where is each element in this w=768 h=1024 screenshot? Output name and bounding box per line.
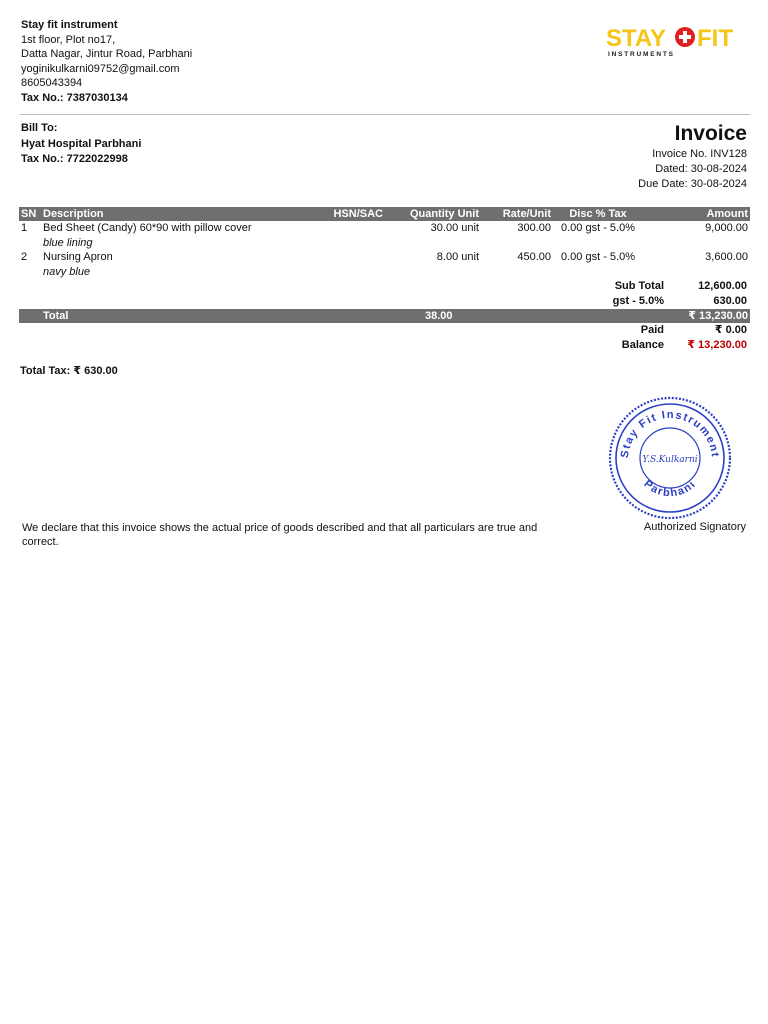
total-amount: ₹ 13,230.00 [688,310,748,322]
declaration-text: We declare that this invoice shows the actual price of goods described and that all particulars are true and correct. [22,522,538,548]
total-quantity: 38.00 [425,310,453,322]
bill-to-label: Bill To: [21,122,58,134]
row-rate: 450.00 [517,251,551,263]
balance-label: Balance [621,339,664,351]
col-description: Description [41,207,323,221]
row-description [41,250,323,279]
stayfit-logo [606,24,746,58]
seller-tax-number: Tax No.: 7387030134 [21,91,128,104]
row-description [41,221,323,250]
row-discount-tax: 0.00 gst - 5.0% [561,222,635,234]
item-note: blue lining [43,236,93,249]
paid-value: ₹ 0.00 [714,324,747,336]
col-sn: SN [19,207,41,221]
subtotal-value: 12,600.00 [698,280,747,292]
total-label: Total [43,310,69,322]
invoice-date: Dated: 30-08-2024 [655,162,747,175]
table-row [19,221,750,250]
paid-label: Paid [640,324,664,336]
paid-row [589,323,749,338]
balance-value: ₹ 13,230.00 [687,339,747,351]
seller-phone: 8605043394 [21,77,83,90]
balance-row [589,338,749,353]
col-rate: Rate/Unit [481,207,553,221]
gst-row [589,294,749,309]
stamp-text-top: Stay Fit Instrument [618,408,721,459]
items-table [19,207,750,279]
col-amount: Amount [643,207,750,221]
col-discount-tax: Disc % Tax [553,207,643,221]
row-quantity: 30.00 unit [430,222,479,234]
invoice-title: Invoice [674,122,747,145]
row-rate: 300.00 [517,222,551,234]
item-description: Bed Sheet (Candy) 60*90 with pillow cover [43,222,252,234]
seller-email: yoginikulkarni09752@gmail.com [21,62,180,75]
subtotal-label: Sub Total [614,280,664,292]
company-stamp [600,396,750,520]
invoice-heading [638,121,747,191]
row-discount-tax: 0.00 gst - 5.0% [561,251,635,263]
stamp-text-bottom: Parbhani [641,477,699,500]
authorized-signatory: Authorized Signatory [643,521,746,533]
header-divider [20,114,750,115]
row-hsn [323,221,385,250]
medical-cross-icon [675,27,695,47]
row-hsn [323,250,385,279]
seller-address-line1: 1st floor, Plot no17, [21,33,116,46]
bill-to [21,121,141,168]
subtotal-row [589,279,749,294]
table-header-row [19,207,750,221]
item-description: Nursing Apron [43,251,113,263]
table-row [19,250,750,279]
col-hsn: HSN/SAC [323,207,385,221]
logo-tagline: I N S T R U M E N T S [608,51,674,58]
invoice-due-date: Due Date: 30-08-2024 [638,177,747,190]
gst-label: gst - 5.0% [612,295,664,307]
row-sn: 1 [21,222,28,234]
stamp-signature: Y.S.Kulkarni [642,455,698,465]
seller-details [21,18,192,106]
total-row [19,309,750,323]
bill-to-name: Hyat Hospital Parbhani [21,137,142,150]
invoice-number: Invoice No. INV128 [652,148,747,160]
seller-name: Stay fit instrument [21,19,118,31]
logo-word-right: FIT [697,25,733,52]
gst-value: 630.00 [713,295,747,307]
bill-to-tax-number: Tax No.: 7722022998 [21,153,128,165]
col-quantity: Quantity Unit [385,207,481,221]
row-quantity: 8.00 unit [436,251,479,263]
logo-word-left: STAY [606,25,667,52]
row-amount: 9,000.00 [705,222,748,234]
item-note: navy blue [43,265,91,278]
row-amount: 3,600.00 [705,251,748,263]
total-tax: Total Tax: ₹ 630.00 [20,365,118,377]
seller-address-line2: Datta Nagar, Jintur Road, Parbhani [21,48,193,61]
row-sn: 2 [21,251,28,263]
